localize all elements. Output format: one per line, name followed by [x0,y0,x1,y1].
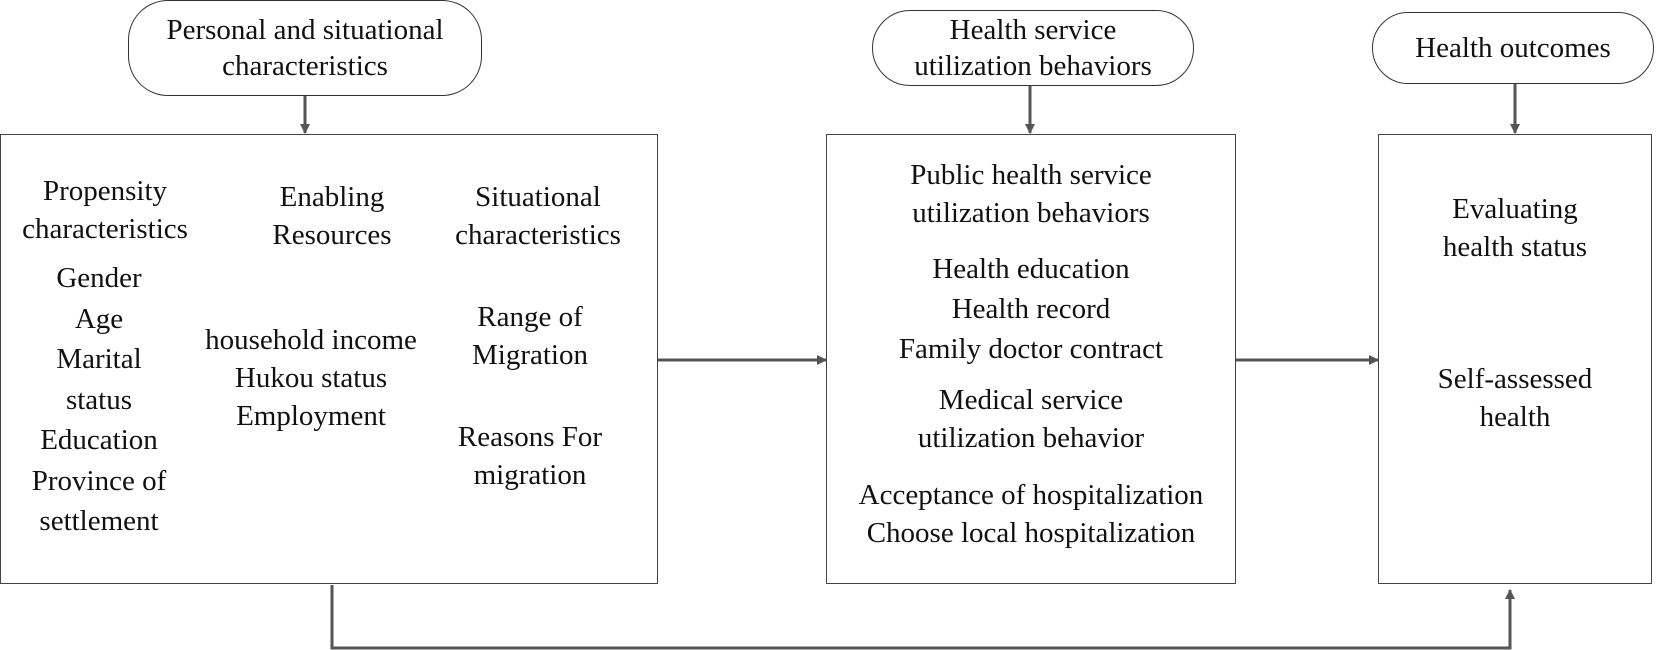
header-utilization [872,10,1194,86]
public-title-line2: utilization behaviors [912,197,1150,229]
propensity-item-marital: Marital [56,343,142,375]
public-item-family-doctor: Family doctor contract [898,333,1164,365]
self-assessed-health [1390,360,1640,436]
medical-service-title [846,381,1216,457]
enabling-items [186,321,436,435]
medical-item-local: Choose local hospitalization [866,517,1196,549]
public-item-education: Health education [932,253,1130,285]
propensity-item-education: Education [40,424,158,456]
arrow-left-to-right-bottom [332,585,1510,648]
propensity-items [14,258,184,542]
situational-title-line2: characteristics [455,219,621,251]
medical-item-acceptance: Acceptance of hospitalization [858,479,1204,511]
situational-item-range: Range of [477,301,583,333]
header-personal-situational [128,0,482,96]
public-health-title [846,156,1216,232]
situational-title-line1: Situational [475,181,601,213]
header-outcomes [1372,12,1654,84]
propensity-item-settlement: settlement [39,505,159,537]
enabling-item-income: household income [205,324,417,356]
enabling-item-hukou: Hukou status [234,362,388,394]
propensity-item-age: Age [74,302,124,335]
propensity-title-line2: characteristics [22,213,188,245]
right-item-health: health [1479,401,1551,433]
situational-item-migration: Migration [472,339,588,371]
situational-item-reasons: Reasons For [457,421,603,453]
right-item-health-status: health status [1442,231,1588,263]
header-utilization-line1: Health service [949,14,1117,46]
header-outcomes-label: Health outcomes [1415,32,1611,64]
enabling-item-employment: Employment [236,400,386,432]
medical-service-items [826,476,1236,552]
right-item-evaluating: Evaluating [1452,193,1578,225]
enabling-title-line2: Resources [272,219,392,251]
enabling-title-line1: Enabling [279,181,385,213]
propensity-item-gender: Gender [56,262,142,294]
propensity-item-status: status [65,383,133,416]
right-item-self-assessed: Self-assessed [1437,363,1593,395]
propensity-title [20,172,190,248]
propensity-item-province: Province of [31,464,167,497]
medical-title-line2: utilization behavior [917,422,1145,454]
public-title-line1: Public health service [910,159,1152,191]
reasons-for-migration [430,418,630,494]
evaluating-health-status [1390,190,1640,266]
propensity-title-line1: Propensity [42,175,168,207]
range-of-migration [450,298,610,374]
public-health-items [846,249,1216,369]
medical-title-line1: Medical service [938,384,1124,416]
enabling-title [242,178,422,254]
header-utilization-line2: utilization behaviors [914,50,1152,82]
header-personal-line1: Personal and situational [166,14,444,46]
situational-title [438,178,638,254]
situational-item-migration2: migration [473,459,587,491]
header-personal-line2: characteristics [222,50,388,82]
public-item-record: Health record [951,293,1111,325]
